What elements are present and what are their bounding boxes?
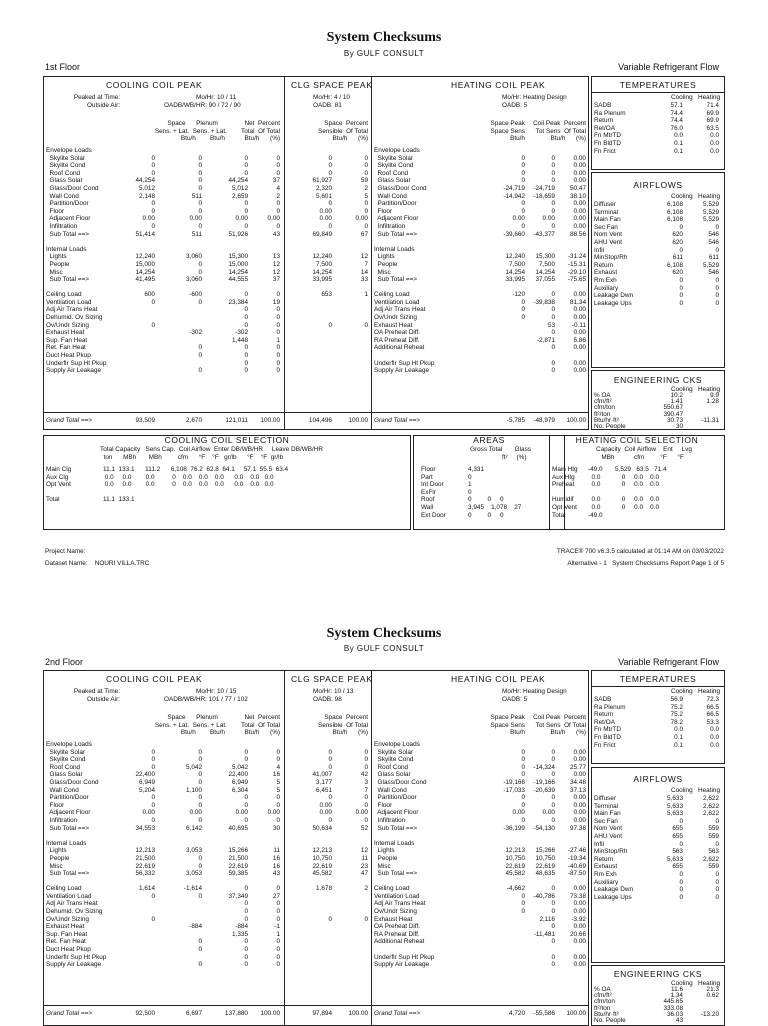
load-row-labels: Envelope Loads Skylite Solar Skylite Cond Roof Cond Glass Solar Glass/Door Cond Wall Cond Partition/Door Floor Adjacent Floor Infiltration Sub Total ==> Internal Loads Lights People Misc Sub Total ==> Ceiling Load Ventilation Load Adj Air Trans Heat Dehumid. Ov Sizing Ov/Undr Sizing Exhaust Heat Sup. Fan Heat Ret. Fan Heat Duct Heat Pkup Underflr Sup Ht Pkup Supply Air Leakage bbox=[46, 147, 107, 375]
cooling-coil-peak-title: COOLING COIL PEAK bbox=[106, 80, 203, 90]
hcs-head: Capacity Coil Airflow Ent Lvg MBh cfm °F °F bbox=[596, 446, 692, 461]
ccs-head: Total Capacity Sens Cap. Coil Airflow Enter DB/WB/HR Leave DB/WB/HR ton MBh MBh cfm °F °F gr/lb °F °F gr/lb bbox=[100, 446, 324, 461]
temperatures-labels-2: SADB Ra Plenum Return Ret/OA Fn MtrTD Fn BldTD Fn Frict bbox=[594, 696, 626, 749]
outside-air-label: Outside Air: bbox=[86, 102, 120, 109]
airflows-title: AIRFLOWS bbox=[633, 180, 683, 190]
divider bbox=[43, 1005, 589, 1006]
cs-column-heads: Space Percent Sensible Of Total Btu/h (%) bbox=[318, 120, 368, 143]
cs-percent-values-2: 0 0 0 42 3 7 0 0 0.00 0 52 12 11 23 47 2 0 bbox=[355, 748, 368, 923]
grand-hc-space: -5,785 bbox=[506, 417, 525, 424]
grand-cc-net: 121,011 bbox=[225, 417, 248, 424]
temperatures-title: TEMPERATURES bbox=[619, 80, 697, 90]
engineering-head: Cooling Heating bbox=[670, 386, 720, 393]
hc-oadb: OADB: 5 bbox=[502, 102, 528, 109]
hc-space-values: 0 0 0 0 -24,719 -14,942 0 0 0.00 0 -39,660 12,240 7,500 14,254 33,995 -120 0 0 0 bbox=[503, 154, 525, 322]
floor-label: 1st Floor bbox=[45, 62, 81, 72]
airflows-head-2: Cooling Heating bbox=[670, 787, 720, 794]
grand-cc-space: 93,509 bbox=[135, 417, 155, 424]
report-title-2: System Checksums bbox=[326, 626, 442, 641]
grand-total-label-heating: Grand Total ==> bbox=[374, 417, 421, 424]
grand-hc-space-2: 4,720 bbox=[509, 1010, 525, 1017]
hcs-values: -49.0 5,529 63.5 71.4 0.0 0 0.0 0.0 0.0 0 0.0 0.0 0.0 0 0.0 0.0 0.0 0 0.0 0.0 -49.0 bbox=[588, 466, 667, 519]
report-by-2: By GULF CONSULT bbox=[343, 644, 425, 653]
airflows-head: Cooling Heating bbox=[670, 193, 720, 200]
hc-coil-values: 0 0 0 0 -24,719 -18,659 0 0 0.00 0 -43,377 15,300 7,500 14,254 37,055 0 -39,838 0 0 53 0 -2,871 0 0 0 bbox=[533, 154, 555, 375]
hc-space-values-2: 0 0 0 0 -19,166 -17,033 0 0 0.00 0 -36,199 12,213 10,750 22,619 45,582 -4,662 0 0 0 bbox=[503, 748, 525, 916]
cc-percent-values: 0 0 0 37 4 2 0 0 0.00 0 43 13 12 12 37 0 19 0 0 0 0 1 0 0 0 0 bbox=[267, 154, 280, 375]
cc-mohr-2: Mo/Hr: 10 / 15 bbox=[196, 688, 237, 695]
temperatures-heating-2: 72.3 66.5 66.5 53.3 0.0 0.0 0.0 bbox=[706, 696, 719, 749]
cc-oadb: OADB/WB/HR: 90 / 72 / 90 bbox=[164, 102, 241, 109]
temperatures-labels: SADB Ra Plenum Return Ret/OA Fn MtrTD Fn BldTD Fn Frict bbox=[594, 102, 626, 155]
cc-space-values-2: 0 0 0 22,400 6,949 5,204 0 0 0.00 0 34,553 12,213 21,500 22,619 56,332 1,614 0 0 bbox=[135, 748, 155, 923]
heating-coil-selection-title: HEATING COIL SELECTION bbox=[575, 435, 699, 445]
cs-mohr: Mo/Hr: 4 / 10 bbox=[313, 94, 350, 101]
hc-coil-heads: Coil Peak Percent Tot Sens Of Total Btu/h (%) bbox=[533, 120, 586, 143]
cc-plenum-values: 0 0 0 0 0 511 0 0 0.00 0 511 3,060 0 0 3,060 -600 0 -302 0 0 0 bbox=[186, 154, 202, 375]
hc-row-labels: Envelope Loads Skylite Solar Skylite Cond Roof Cond Glass Solar Glass/Door Cond Wall Cond Partition/Door Floor Adjacent Floor Infiltration Sub Total ==> Internal Loads Lights People Misc Sub Total ==> Ceiling Load Ventilation Load Adj Air Trans Heat Ov/Undr Sizing Exhaust Heat OA Preheat Diff. RA Preheat Diff. Additional Reheat Underflr Sup Ht Pkup Supply Air Leakage bbox=[374, 147, 435, 375]
hcs-rows: Main Htg Aux Htg Preheat Humidif Opt Vent Total bbox=[552, 466, 578, 519]
clg-space-peak-title: CLG SPACE PEAK bbox=[291, 80, 373, 90]
temperatures-head-2: Cooling Heating bbox=[670, 688, 720, 695]
cc-column-heads-2: Space Plenum Net Percent Sens. + Lat. Sens. + Lat. Total Of Total Btu/h Btu/h Btu/h (%) bbox=[154, 714, 280, 737]
divider bbox=[284, 670, 285, 1026]
cs-percent-values: 0 0 0 59 2 5 0 0 0.00 0 67 12 7 14 33 1 0 bbox=[355, 154, 368, 329]
airflows-labels-2: Diffuser Terminal Main Fan Sec Fan Nom Vent AHU Vent Infil MinStop/Rh Return Exhaust Rm Exh Auxiliary Leakage Dwn Leakage Ups bbox=[594, 795, 634, 901]
grand-cc-net-2: 137,880 bbox=[224, 1010, 248, 1017]
cs-space-values: 0 0 0 61,927 2,320 5,601 0 0.00 0.00 0 69,849 12,240 7,500 14,254 33,995 653 0 bbox=[312, 154, 332, 329]
hc-row-labels-2: Envelope Loads Skylite Solar Skylite Cond Roof Cond Glass Solar Glass/Door Cond Wall Cond Partition/Door Floor Adjacent Floor Infiltration Sub Total ==> Internal Loads Lights People Misc Sub Total ==> Ceiling Load Ventilation Load Adj Air Trans Heat Ov/Undr Sizing Exhaust Heat OA Preheat Diff. RA Preheat Diff. Additional Reheat Underflr Sup Ht Pkup Supply Air Leakage bbox=[374, 741, 435, 969]
hc-coil-values-2: 0 0 -14,324 0 -19,166 -20,639 0 0 0.00 0 -54,130 15,266 10,750 22,619 48,635 0 -40,786 0 0 2,116 0 -11,481 0 0 0 bbox=[533, 748, 555, 969]
airflows-cooling: 6,108 6,108 6,108 0 620 620 0 611 6,108 620 0 0 0 0 bbox=[667, 201, 683, 307]
cc-mohr: Mo/Hr: 10 / 11 bbox=[196, 94, 237, 101]
grand-cc-plenum-2: 6,697 bbox=[186, 1010, 202, 1017]
areas-title: AREAS bbox=[473, 435, 505, 445]
grand-cs-percent: 100.00 bbox=[348, 417, 368, 424]
divider bbox=[591, 686, 725, 687]
engineering-heating: 9.9 1.28 -11.31 bbox=[701, 392, 719, 424]
cs-mohr-2: Mo/Hr: 10 / 13 bbox=[313, 688, 354, 695]
hc-mohr: Mo/Hr: Heating Design bbox=[502, 94, 567, 101]
grand-hc-coil: -48,979 bbox=[533, 417, 555, 424]
engineering-heating-2: 21.3 0.62 -13.20 bbox=[700, 986, 719, 1018]
temperatures-head: Cooling Heating bbox=[670, 94, 720, 101]
cooling-coil-selection-title: COOLING COIL SELECTION bbox=[164, 435, 290, 445]
peak-time-label-2: Peaked at Time: bbox=[73, 688, 120, 695]
divider bbox=[371, 670, 372, 1026]
airflows-title-2: AIRFLOWS bbox=[633, 774, 683, 784]
engineering-labels-2: % OA cfm/ft² cfm/ton ft²/ton Btu/hr·ft² No. People bbox=[594, 986, 626, 1025]
grand-total-label-heating-2: Grand Total ==> bbox=[374, 1010, 421, 1017]
hc-oadb-2: OADB: 5 bbox=[502, 696, 528, 703]
areas-head: Gross Total Glass ft² (%) bbox=[470, 446, 531, 461]
grand-cc-percent-2: 100.00 bbox=[260, 1010, 280, 1017]
temperatures-title-2: TEMPERATURES bbox=[619, 674, 697, 684]
trace-calc: TRACE® 700 v6.3.5 calculated at 01:14 AM on 03/03/2022 bbox=[556, 548, 724, 555]
engineering-cooling: 10.2 1.41 550.67 390.47 30.73 30 bbox=[663, 392, 683, 431]
grand-hc-percent-2: 100.00 bbox=[566, 1010, 586, 1017]
hc-coil-heads-2: Coil Peak Percent Tot Sens Of Total Btu/h (%) bbox=[533, 714, 586, 737]
heating-coil-peak-title: HEATING COIL PEAK bbox=[451, 80, 546, 90]
engineering-title-2: ENGINEERING CKS bbox=[613, 969, 703, 979]
areas-values: 4,331 0 1 0 0 0 0 3,945 1,078 27 0 0 0 bbox=[468, 466, 522, 519]
engineering-head-2: Cooling Heating bbox=[670, 980, 720, 987]
temperatures-cooling: 57.1 74.4 74.4 76.0 0.0 0.1 0.1 bbox=[670, 102, 683, 155]
peak-time-label: Peaked at Time: bbox=[73, 94, 120, 101]
ccs-values: 11.1 133.1 111.2 6,108 76.2 62.8 64.1 57.1 55.5 63.4 0.0 0.0 0.0 0 0.0 0.0 0.0 0.0 0.0 0.0 0.0 0.0 0.0 0 0.0 0.0 0.0 0.0 0.0 0.0 11.1 133.1 bbox=[103, 466, 289, 504]
system-type-2: Variable Refrigerant Flow bbox=[618, 657, 719, 667]
cs-column-heads-2: Space Percent Sensible Of Total Btu/h (%) bbox=[318, 714, 368, 737]
report-title: System Checksums bbox=[326, 30, 442, 45]
cc-oadb-2: OADB/WB/HR: 101 / 77 / 102 bbox=[164, 696, 248, 703]
cs-oadb-2: OADB: 98 bbox=[313, 696, 342, 703]
grand-cs-percent-2: 100.00 bbox=[348, 1010, 368, 1017]
dataset-name: Dataset Name: NOURI VILLA.TRC bbox=[45, 560, 150, 567]
grand-cc-space-2: 92,500 bbox=[135, 1010, 155, 1017]
engineering-cooling-2: 11.6 1.34 445.65 333.08 36.03 43 bbox=[663, 986, 683, 1025]
grand-cc-plenum: 2,670 bbox=[186, 417, 202, 424]
floor-label-2: 2nd Floor bbox=[45, 657, 84, 667]
airflows-labels: Diffuser Terminal Main Fan Sec Fan Nom Vent AHU Vent Infil MinStop/Rh Return Exhaust Rm Exh Auxiliary Leakage Dwn Leakage Ups bbox=[594, 201, 634, 307]
system-type: Variable Refrigerant Flow bbox=[618, 62, 719, 72]
cooling-coil-peak-title-2: COOLING COIL PEAK bbox=[106, 674, 203, 684]
grand-hc-coil-2: -55,586 bbox=[533, 1010, 555, 1017]
report-by: By GULF CONSULT bbox=[343, 49, 425, 58]
ccs-rows: Main Clg Aux Clg Opt Vent Total bbox=[46, 466, 72, 504]
cc-percent-values-2: 0 0 4 16 5 5 0 0 0.00 0 30 11 16 16 43 0 27 0 0 0 -1 1 0 0 0 0 bbox=[267, 748, 280, 969]
grand-cc-percent: 100.00 bbox=[260, 417, 280, 424]
grand-hc-percent: 100.00 bbox=[566, 417, 586, 424]
cc-net-values: 0 0 0 44,254 5,012 2,659 0 0 0.00 0 51,926 15,300 15,000 14,254 44,555 0 23,384 0 0 0 -302 1,448 0 0 0 0 bbox=[228, 154, 248, 375]
temperatures-cooling-2: 56.9 75.2 75.2 78.2 0.0 0.1 0.1 bbox=[670, 696, 683, 749]
grand-total-label-2: Grand Total ==> bbox=[46, 1010, 93, 1017]
engineering-labels: % OA cfm/ft² cfm/ton ft²/ton Btu/hr·ft² No. People bbox=[594, 392, 626, 431]
grand-cs-space-2: 97,894 bbox=[312, 1010, 332, 1017]
airflows-cooling-2: 5,633 5,633 5,633 0 655 655 0 563 5,633 655 0 0 0 0 bbox=[667, 795, 683, 901]
hc-space-heads-2: Space Peak Space Sens Btu/h bbox=[490, 714, 525, 737]
cs-space-values-2: 0 0 0 41,007 3,177 6,451 0 0.00 0.00 0 50,634 12,213 10,750 22,619 45,582 1,678 0 bbox=[312, 748, 332, 923]
outside-air-label-2: Outside Air: bbox=[86, 696, 120, 703]
engineering-title: ENGINEERING CKS bbox=[613, 375, 703, 385]
grand-total-label: Grand Total ==> bbox=[46, 417, 93, 424]
cc-net-values-2: 0 0 5,042 22,400 6,949 6,304 0 0 0.00 0 40,695 15,266 21,500 22,619 59,385 0 37,349 0 0 0 -884 1,335 0 0 0 0 bbox=[228, 748, 248, 969]
load-row-labels-2: Envelope Loads Skylite Solar Skylite Cond Roof Cond Glass Solar Glass/Door Cond Wall Cond Partition/Door Floor Adjacent Floor Infiltration Sub Total ==> Internal Loads Lights People Misc Sub Total ==> Ceiling Load Ventilation Load Adj Air Trans Heat Dehumid. Ov Sizing Ov/Undr Sizing Exhaust Heat Sup. Fan Heat Ret. Fan Heat Duct Heat Pkup Underflr Sup Ht Pkup Supply Air Leakage bbox=[46, 741, 107, 969]
report-page-info: Alternative - 1 System Checksums Report Page 1 of 5 bbox=[567, 560, 724, 567]
cc-plenum-values-2: 0 0 5,042 0 0 1,100 0 0 0.00 0 6,142 3,053 0 0 3,053 -1,614 0 -884 0 0 0 bbox=[183, 748, 202, 969]
project-name: Project Name: bbox=[45, 548, 86, 555]
airflows-heating-2: 2,622 2,622 2,622 0 559 559 0 563 2,622 559 0 0 0 0 bbox=[703, 795, 719, 901]
airflows-heating: 5,529 5,529 5,529 0 546 546 0 611 5,529 546 0 0 0 0 bbox=[703, 201, 719, 307]
heating-coil-peak-title-2: HEATING COIL PEAK bbox=[451, 674, 546, 684]
hc-percent-values-2: 0.00 0.00 25.77 0.00 34.48 37.13 0.00 0.00 0.00 0.00 97.38 -27.46 -19.34 -40.69 -87.50 0.00 73.38 0.00 0.00 -3.92 0.00 20.66 0.00 0.00 0.00 bbox=[567, 748, 586, 969]
hc-space-heads: Space Peak Space Sens Btu/h bbox=[490, 120, 525, 143]
clg-space-peak-title-2: CLG SPACE PEAK bbox=[291, 674, 373, 684]
cc-column-heads: Space Plenum Net Percent Sens. + Lat. Sens. + Lat. Total Of Total Btu/h Btu/h Btu/h (%) bbox=[154, 120, 280, 143]
grand-cs-space: 104,496 bbox=[308, 417, 332, 424]
areas-rows: Floor Part Int Door ExFlr Roof Wall Ext Door bbox=[421, 466, 446, 519]
hc-percent-values: 0.00 0.00 0.00 0.00 50.47 38.10 0.00 0.00 0.00 0.00 88.56 -31.24 -15.31 -29.10 -75.65 0.00 81.34 0.00 0.00 -0.11 0.00 5.86 0.00 0.00 0.00 bbox=[567, 154, 586, 375]
hc-mohr-2: Mo/Hr: Heating Design bbox=[502, 688, 567, 695]
cs-oadb: OADB: 81 bbox=[313, 102, 342, 109]
temperatures-heating: 71.4 69.9 69.9 63.5 0.0 0.0 0.0 bbox=[706, 102, 719, 155]
cc-space-values: 0 0 0 44,254 5,012 2,148 0 0 0.00 0 51,414 12,240 15,000 14,254 41,495 600 0 0 bbox=[135, 154, 155, 329]
